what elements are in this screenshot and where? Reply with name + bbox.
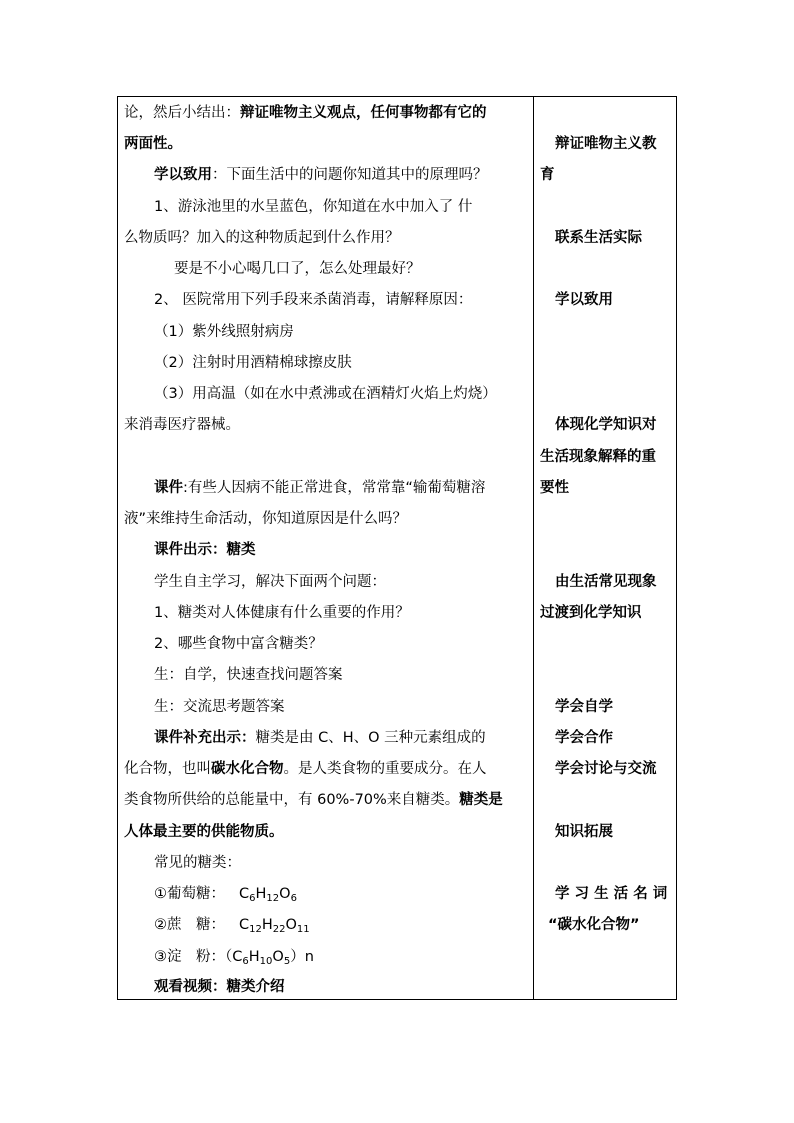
text-line: 常见的糖类：: [154, 855, 241, 871]
text-line: 2、哪些食物中富含糖类？: [154, 636, 323, 652]
note-line: 学会讨论与交流: [555, 761, 657, 777]
text: 化合物，也叫: [124, 761, 211, 777]
text-line: 人体最主要的供能物质。: [124, 824, 284, 840]
text-line: 生：交流思考题答案: [154, 699, 285, 715]
note-line: 生活现象解释的重: [540, 449, 656, 465]
note-line: 体现化学知识对: [555, 417, 657, 433]
text: 糖类是由 C、H、O 三种元素组成的: [255, 730, 486, 746]
bold-text: 学以致用: [154, 167, 212, 183]
text-line: 生：自学，快速查找问题答案: [154, 667, 343, 683]
starch-formula-line: ③淀 粉：$(C_6H_{10}O_5)n$: [154, 949, 314, 967]
bold-text: 糖类是: [459, 792, 503, 808]
text-line: 么物质吗？加入的这种物质起到什么作用？: [124, 230, 400, 246]
column-divider: [533, 97, 534, 999]
glucose-formula-line: ①葡萄糖： $C_6H_{12}O_6$: [154, 886, 297, 904]
text: 论，然后小结出：: [124, 105, 240, 121]
note-line: “碳水化合物”: [548, 917, 640, 933]
lesson-table: [117, 96, 677, 1000]
text-line: 1、糖类对人体健康有什么重要的作用？: [154, 605, 410, 621]
text-line: 观看视频：糖类介绍: [154, 979, 285, 995]
text-line: 学生自主学习，解决下面两个问题：: [154, 574, 386, 590]
text: 类食物所供给的总能量中，有 60%-70%来自糖类。: [124, 792, 460, 808]
text-line: （1）紫外线照射病房: [154, 324, 294, 340]
text-line: [124, 103, 487, 123]
bold-text: 课件: [154, 480, 183, 496]
text-line: 来消毒医疗器械。: [124, 417, 240, 433]
note-line: 知识拓展: [555, 824, 613, 840]
bold-text: 课件补充出示：: [154, 730, 256, 746]
text-line: [124, 790, 503, 810]
note-line: 学 习 生 活 名 词: [555, 886, 668, 902]
text: :有些人因病不能正常进食，常常靠“输葡萄糖溶: [183, 480, 486, 496]
note-line: 学会合作: [555, 730, 613, 746]
text-line: [154, 478, 485, 498]
label: ②蔗 糖：: [154, 917, 225, 933]
note-line: 联系生活实际: [555, 230, 642, 246]
label: ①葡萄糖：: [154, 886, 225, 902]
note-line: 要性: [540, 480, 569, 496]
text-line: [124, 759, 487, 779]
text-line: [154, 728, 486, 748]
text: 。是人类食物的重要成分。在人: [283, 761, 487, 777]
bold-text: 碳水化合物: [211, 761, 284, 777]
text-line: 两面性。: [124, 136, 182, 152]
text-line: [154, 165, 488, 185]
note-line: 过渡到化学知识: [540, 605, 642, 621]
text-line: 2、 医院常用下列手段来杀菌消毒，请解释原因：: [154, 292, 473, 308]
note-line: 育: [540, 167, 555, 183]
text-line: （2）注射时用酒精棉球擦皮肤: [154, 355, 352, 371]
bold-text: 辩证唯物主义观点，任何事物都有它的: [240, 105, 487, 121]
text-line: 1、游泳池里的水呈蓝色，你知道在水中加入了 什: [154, 199, 473, 215]
text-line: 液”来维持生命活动，你知道原因是什么吗？: [124, 511, 408, 527]
note-line: 学会自学: [555, 699, 613, 715]
text-line: 课件出示：糖类: [154, 542, 256, 558]
text: ：下面生活中的问题你知道其中的原理吗？: [212, 167, 488, 183]
sucrose-formula-line: ②蔗 糖： $C_{12}H_{22}O_{11}$: [154, 917, 310, 935]
note-line: 学以致用: [555, 292, 613, 308]
label: ③淀 粉：: [154, 949, 225, 965]
text-line: 要是不小心喝几口了，怎么处理最好？: [174, 261, 421, 277]
note-line: 辩证唯物主义教: [555, 136, 657, 152]
text-line: （3）用高温（如在水中煮沸或在酒精灯火焰上灼烧）: [154, 386, 497, 402]
note-line: 由生活常见现象: [555, 574, 657, 590]
